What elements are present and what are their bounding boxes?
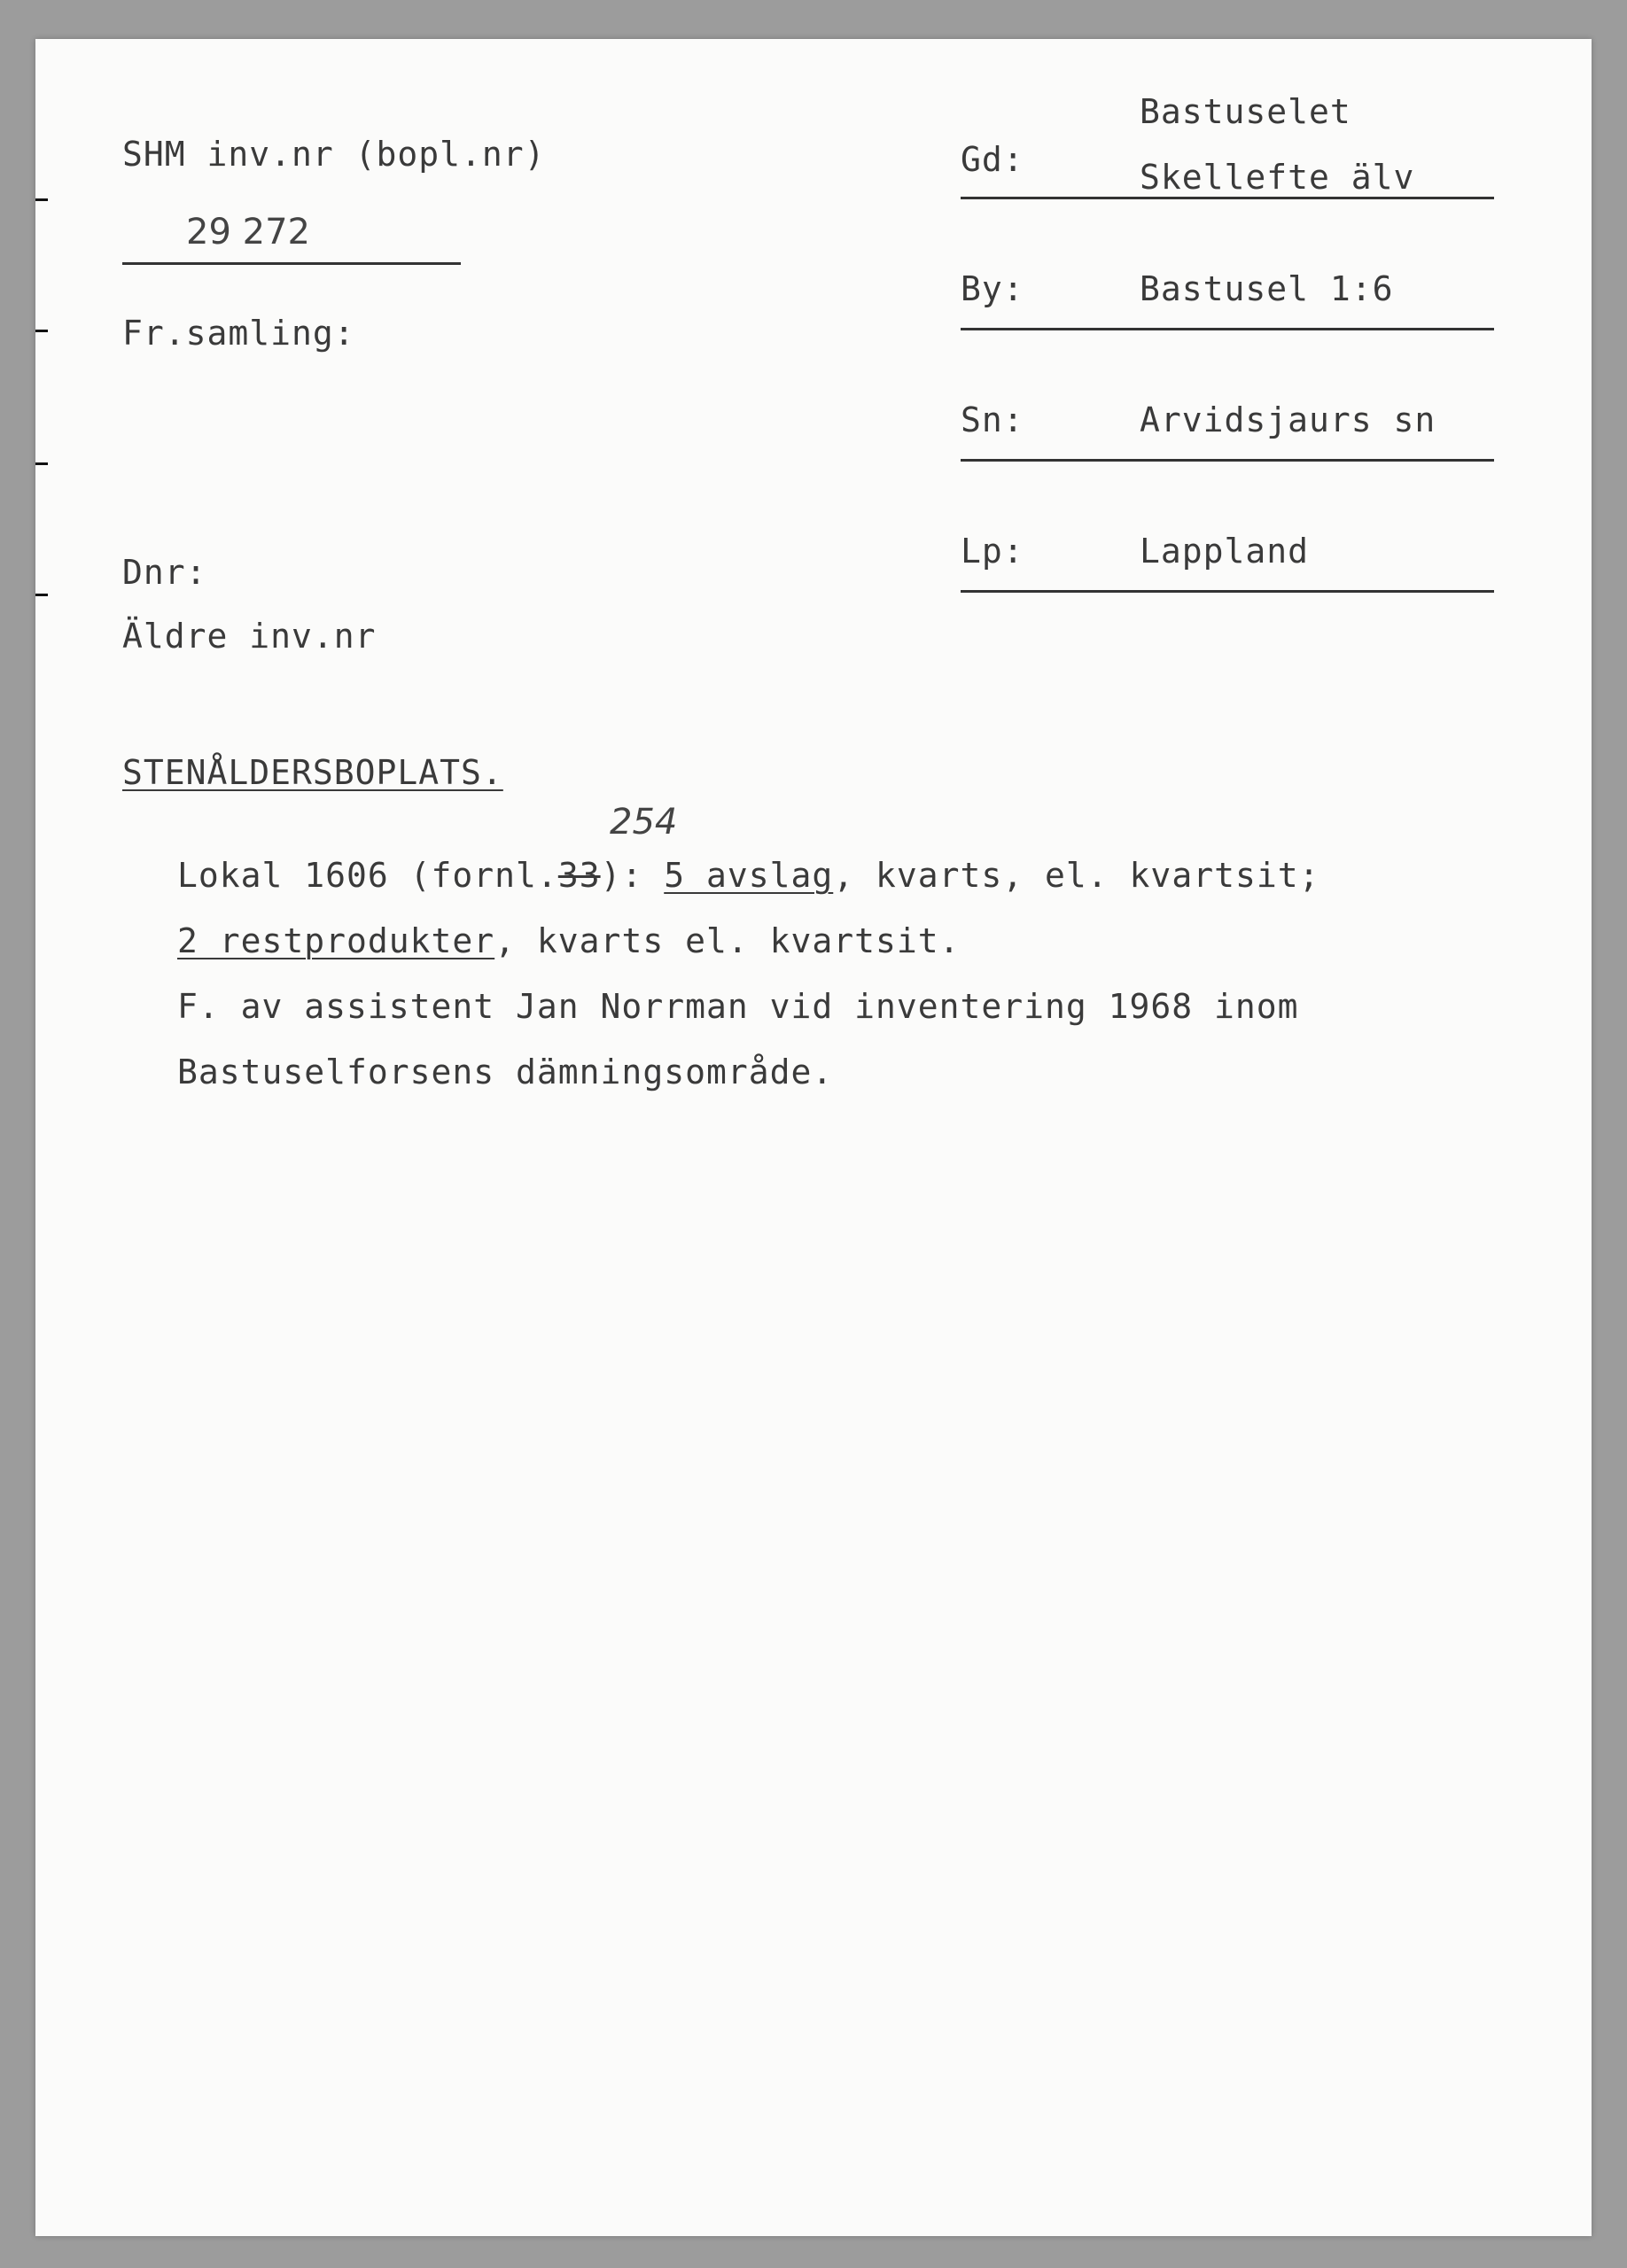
lp-rule bbox=[961, 590, 1494, 593]
handwritten-correction: 254 bbox=[610, 802, 678, 843]
edge-tick bbox=[35, 462, 48, 465]
lp-value: Lappland bbox=[1140, 532, 1310, 571]
edge-tick bbox=[35, 198, 48, 201]
gd-value-line2: Skellefte älv bbox=[1140, 158, 1415, 197]
aldre-inv-label: Äldre inv.nr bbox=[122, 617, 377, 656]
gd-label: Gd: bbox=[961, 140, 1024, 179]
by-value: Bastusel 1:6 bbox=[1140, 269, 1394, 308]
body-line-2 bbox=[177, 921, 961, 960]
line1-rest: , kvarts, el. kvartsit; bbox=[833, 856, 1320, 895]
item-restprodukter: 2 restprodukter bbox=[177, 921, 495, 960]
dnr-label: Dnr: bbox=[122, 553, 207, 592]
body-line-3: F. av assistent Jan Norrman vid inventering 1968 inom bbox=[177, 987, 1299, 1026]
fr-samling-label: Fr.samling: bbox=[122, 314, 355, 353]
line2-rest: , kvarts el. kvartsit. bbox=[494, 921, 961, 960]
inv-nr-value: 29 272 bbox=[186, 212, 310, 252]
inv-nr-label: SHM inv.nr (bopl.nr) bbox=[122, 135, 546, 174]
item-avslag: 5 avslag bbox=[664, 856, 834, 895]
section-heading: STENÅLDERSBOPLATS. bbox=[122, 753, 503, 792]
by-label: By: bbox=[961, 269, 1024, 308]
edge-tick bbox=[35, 330, 48, 332]
lokal-text: Lokal 1606 (fornl. bbox=[177, 856, 558, 895]
struck-number: 33 bbox=[557, 856, 601, 895]
body-line-4: Bastuselforsens dämningsområde. bbox=[177, 1052, 834, 1091]
edge-tick bbox=[35, 594, 48, 596]
sn-label: Sn: bbox=[961, 400, 1024, 439]
catalog-card bbox=[35, 39, 1592, 2236]
sn-rule bbox=[961, 459, 1494, 462]
paren-close: ): bbox=[600, 856, 643, 895]
by-rule bbox=[961, 328, 1494, 330]
gd-rule bbox=[961, 197, 1494, 199]
lp-label: Lp: bbox=[961, 532, 1024, 571]
gd-value-line1: Bastuselet bbox=[1140, 92, 1351, 131]
sn-value: Arvidsjaurs sn bbox=[1140, 400, 1436, 439]
body-line-1 bbox=[177, 856, 1320, 895]
inv-nr-rule bbox=[122, 262, 461, 265]
